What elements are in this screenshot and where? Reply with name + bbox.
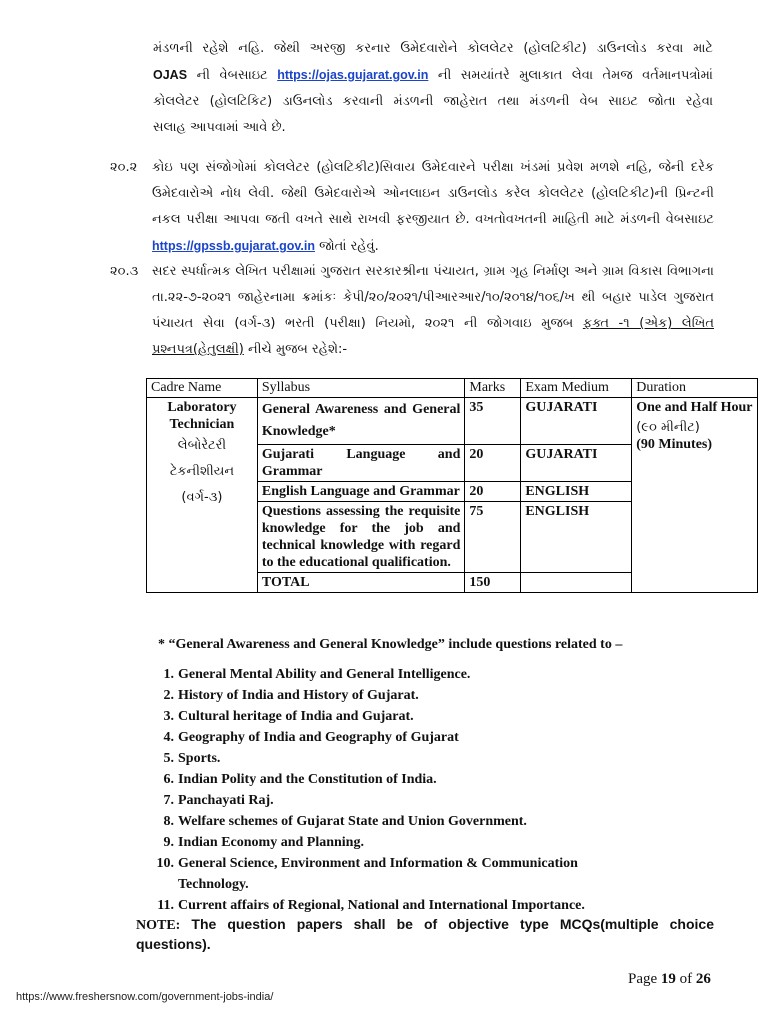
total-marks: 150 [465,573,521,593]
page-current: 19 [660,971,676,987]
intro-line-2-mid: ની વેબસાઇટ [187,68,278,83]
list-text: General Science, Environment and Information & Communication [178,856,578,871]
intro-line-1: મંડળની રહેશે નહિ. જેથી અરજી કરનાર ઉમેદવારોને કોલલેટર (હોલટિકીટ) ડાઉનલોડ કરવા માટે [153,41,713,56]
gk-note-heading: * “General Awareness and General Knowledge” include questions related to – [158,637,623,652]
note-text: The question papers shall be of objective type MCQs(multiple choice questions). [136,916,714,952]
cadre-gujarati-1: લેબોરેટરી [177,438,227,453]
list-text: General Mental Ability and General Intelligence. [178,667,471,682]
syllabus-cell: Gujarati Language and Grammar [257,445,465,482]
list-text: History of India and History of Gujarat. [178,688,419,703]
duration-gujarati: (૯૦ મીનીટ) [636,420,700,435]
syllabus-text: General Awareness and General Knowledge* [261,402,461,439]
list-number: 2. [163,688,174,703]
clause-text-b: નીચે મુજબ રહેશે:- [243,342,348,357]
list-item [134,769,734,790]
list-number: 5. [163,751,174,766]
list-item [134,853,734,895]
list-text: Panchayati Raj. [178,793,274,808]
list-number: 3. [163,709,174,724]
cadre-english: Laboratory Technician [167,400,237,432]
list-text: Sports. [178,751,221,766]
list-item [134,727,734,748]
list-text: Geography of India and Geography of Gujarat [178,730,459,745]
intro-line-2 [153,62,713,89]
syllabus-cell: Questions assessing the requisite knowledge for the job and technical knowledge with regard to the educational qualification. [257,502,465,573]
medium-cell: ENGLISH [521,502,632,573]
header-medium: Exam Medium [521,379,632,398]
intro-paragraph [153,36,713,141]
marks-cell: 20 [465,445,521,482]
note-label: NOTE: [136,918,181,933]
footer-url: https://www.freshersnow.com/government-jobs-india/ [16,991,274,1003]
medium-cell: GUJARATI [521,445,632,482]
table-header-row [147,379,758,398]
clause-text [152,155,714,260]
list-text: Indian Economy and Planning. [178,835,364,850]
list-item [134,664,734,685]
marks-cell: 35 [465,398,521,445]
list-item [134,895,734,916]
total-label: TOTAL [257,573,465,593]
list-item [134,706,734,727]
list-item [134,832,734,853]
gpssb-link[interactable]: https://gpssb.gujarat.gov.in [152,239,315,253]
header-marks: Marks [465,379,521,398]
list-number: 11. [157,898,174,913]
page-number [628,971,711,988]
medium-cell: GUJARATI [521,398,632,445]
cadre-class: (વર્ગ-૩) [181,490,223,505]
page-prefix: Page [628,971,661,987]
list-number: 1. [163,667,174,682]
gk-topics-list [134,664,734,916]
total-medium-empty [521,573,632,593]
list-number: 7. [163,793,174,808]
list-text-continued: Technology. [178,877,249,892]
marks-cell: 20 [465,482,521,502]
intro-line-2-post: ની સમયાંતરે મુલાકાત લેવા તેમજ વર્તમાનપત્રોમાં [428,68,713,83]
list-text: Current affairs of Regional, National and International Importance. [178,898,585,913]
ojas-link[interactable]: https://ojas.gujarat.gov.in [277,68,429,82]
clause-text [152,259,714,363]
duration-minutes: (90 Minutes) [636,437,713,452]
clause-number: ૨૦.૨ [110,160,138,175]
list-number: 8. [163,814,174,829]
table-row [147,398,758,445]
clause-text-b: જોતાં રહેવું. [314,239,379,254]
list-number: 6. [163,772,174,787]
clause-20-2 [110,155,714,260]
cadre-cell [147,398,258,593]
list-number: 4. [163,730,174,745]
intro-line-4: સલાહ આપવામાં આવે છે. [153,120,286,135]
syllabus-cell: English Language and Grammar [257,482,465,502]
clause-number: ૨૦.૩ [110,264,139,279]
list-item [134,685,734,706]
header-syllabus: Syllabus [257,379,465,398]
list-text: Indian Polity and the Constitution of India. [178,772,437,787]
ojas-label: OJAS [153,68,188,82]
page-of: of [675,971,696,987]
list-number: 9. [163,835,174,850]
header-cadre: Cadre Name [147,379,258,398]
header-duration: Duration [632,379,758,398]
syllabus-table [146,378,758,593]
list-item [134,748,734,769]
medium-cell: ENGLISH [521,482,632,502]
list-item [134,811,734,832]
clause-20-3 [110,259,714,363]
list-text: Welfare schemes of Gujarat State and Union Government. [178,814,527,829]
cadre-gujarati-2: ટેકનીશીયન [169,464,235,479]
duration-cell [632,398,758,593]
list-text: Cultural heritage of India and Gujarat. [178,709,414,724]
marks-cell: 75 [465,502,521,573]
list-item [134,790,734,811]
clause-text-a: કોઇ પણ સંજોગોમાં કોલલેટર (હોલટિકીટ)સિવાય ઉમેદવારને પરીક્ષા ખંડમાં પ્રવેશ મળશે નહિ, જેની દરેક ઉમેદવારોએ નોધ લેવી. જેથી ઉમેદવારોએ ઓનલાઇન ડાઉનલોડ કરેલ કોલલેટર (હોલટિકીટ)ની પ્રિન્ટની નકલ પરીક્ષા આપવા જતી વખતે સાથે રાખવી ફરજીયાત છે. વખતોવખતની માહિતી માટે મંડળની વેબસાઇટ [152,160,714,227]
objective-note [136,915,714,954]
duration-english: One and Half Hour [636,400,753,415]
syllabus-cell [257,398,465,445]
page-total: 26 [695,971,711,987]
intro-line-3: કોલલેટર (હોલટિકિટ) ડાઉનલોડ કરવાની મંડળની જાહેરાત તથા મંડળની વેબ સાઇટ જોતા રહેવા [153,94,713,109]
clause-text-a: સદર સ્પર્ધાત્મક લેખિત પરીક્ષામાં ગુજરાત સરકારશ્રીના પંચાયત, ગ્રામ ગૃહ નિર્માણ અને ગ્રામ વિકાસ વિભાગના તા.૨૨-૭-૨૦૨૧ જાહેરનામા ક્રમાંકઃ કેપી/૨૦/૨૦૨૧/પીઆરઆર/૧૦/૨૦૧૪/૧૦૬/ખ થી બહાર પાડેલ ગુજરાત પંચાયત સેવા (વર્ગ-૩) ભરતી (પરીક્ષા) નિયમો, ૨૦૨૧ ની જોગવાઇ મુજબ [152,264,714,331]
single-paper-underlined: ફક્ત -૧ (એક) લેખિત પ્રશ્નપત્ર(હેતુલક્ષી) [152,316,714,357]
list-number: 10. [156,856,174,871]
